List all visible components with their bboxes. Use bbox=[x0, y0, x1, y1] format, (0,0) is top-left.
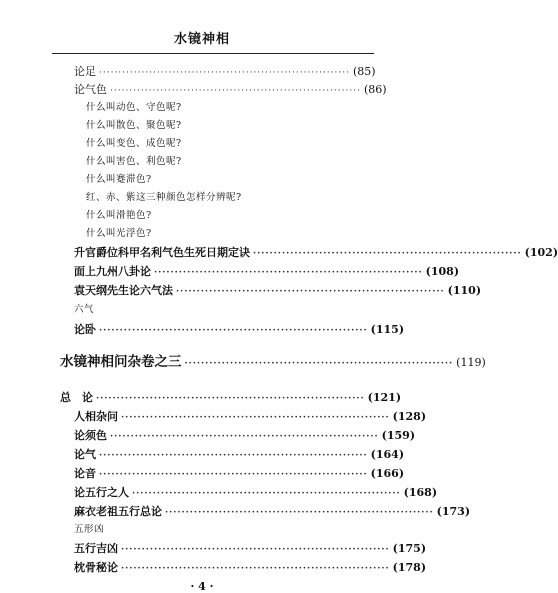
toc-entry-page: (166) bbox=[370, 467, 405, 480]
dot-leader: ································································· bbox=[154, 268, 423, 278]
dot-leader: ································································· bbox=[96, 394, 365, 404]
toc-entry bbox=[74, 542, 427, 555]
toc-entry-title: 论足 bbox=[74, 65, 96, 78]
dot-leader: ································································· bbox=[253, 249, 522, 259]
toc-subentry: 什么叫变色、成色呢? bbox=[86, 138, 182, 149]
toc-entry-title: 麻衣老祖五行总论 bbox=[74, 505, 162, 518]
toc-entry-title: 袁天纲先生论六气法 bbox=[74, 284, 173, 297]
toc-entry bbox=[74, 467, 405, 480]
toc-entry-title: 升官爵位科甲名利气色生死日期定诀 bbox=[74, 246, 250, 259]
toc-subentry: 六气 bbox=[74, 304, 95, 315]
toc-entry bbox=[74, 486, 438, 499]
toc-entry-title: 五行吉凶 bbox=[74, 542, 118, 555]
dot-leader: ································································· bbox=[110, 86, 361, 96]
toc-entry-page: (115) bbox=[370, 323, 405, 336]
dot-leader: ································································· bbox=[184, 359, 454, 369]
toc-entry-title: 论气色 bbox=[74, 83, 107, 96]
dot-leader: ································································· bbox=[121, 413, 390, 423]
toc-entry-page: (85) bbox=[352, 65, 376, 78]
toc-entry-title: 论音 bbox=[74, 467, 96, 480]
toc-entry-page: (121) bbox=[367, 391, 402, 404]
toc-entry bbox=[74, 429, 416, 442]
toc-subentry: 什么叫动色、守色呢? bbox=[86, 102, 182, 113]
toc-entry bbox=[60, 391, 402, 404]
toc-entry bbox=[74, 83, 387, 96]
dot-leader: ································································· bbox=[99, 470, 368, 480]
toc-entry-page: (178) bbox=[392, 561, 427, 574]
dot-leader: ································································· bbox=[99, 68, 350, 78]
dot-leader: ································································· bbox=[121, 564, 390, 574]
toc-entry-page: (159) bbox=[381, 429, 416, 442]
toc-section-title: 水镜神相问杂卷之三 bbox=[60, 354, 182, 370]
dot-leader: ································································· bbox=[176, 287, 445, 297]
toc-subentry: 什么叫光浮色? bbox=[86, 228, 152, 239]
toc-subentry: 五形凶 bbox=[74, 524, 105, 535]
toc-entry-page: (175) bbox=[392, 542, 427, 555]
toc-subentry: 红、赤、紫这三种颜色怎样分辨呢? bbox=[86, 192, 242, 203]
toc-entry bbox=[74, 448, 405, 461]
toc-section-heading bbox=[60, 354, 486, 370]
toc-entry-title: 人相杂问 bbox=[74, 410, 118, 423]
toc-entry bbox=[74, 246, 558, 259]
toc-entry-title: 论气 bbox=[74, 448, 96, 461]
dot-leader: ································································· bbox=[121, 545, 390, 555]
toc-entry-title: 总 论 bbox=[60, 391, 93, 404]
toc-entry-page: (128) bbox=[392, 410, 427, 423]
toc-entry-page: (102) bbox=[524, 246, 558, 259]
toc-entry-page: (119) bbox=[456, 356, 486, 369]
toc-entry-page: (86) bbox=[363, 83, 387, 96]
toc-entry-page: (110) bbox=[447, 284, 482, 297]
toc-subentry: 什么叫蹇滞色? bbox=[86, 174, 152, 185]
toc-entry bbox=[74, 505, 471, 518]
toc-entry-title: 面上九州八卦论 bbox=[74, 265, 151, 278]
toc-subentry: 什么叫散色、聚色呢? bbox=[86, 120, 182, 131]
toc-entry bbox=[74, 265, 460, 278]
toc-entry bbox=[74, 66, 374, 78]
toc-entry bbox=[74, 284, 482, 297]
dot-leader: ································································· bbox=[132, 489, 401, 499]
toc-entry bbox=[74, 561, 427, 574]
dot-leader: ································································· bbox=[99, 451, 368, 461]
toc-entry bbox=[74, 410, 427, 423]
toc-entry-title: 论须色 bbox=[74, 429, 107, 442]
toc-entry bbox=[74, 323, 405, 336]
toc-entry-page: (108) bbox=[425, 265, 460, 278]
toc-subentry: 什么叫害色、利色呢? bbox=[86, 156, 182, 167]
toc-entry-title: 枕骨秘论 bbox=[74, 561, 118, 574]
dot-leader: ································································· bbox=[165, 508, 434, 518]
toc-subentry: 什么叫滑艳色? bbox=[86, 210, 152, 221]
toc-entry-title: 论五行之人 bbox=[74, 486, 129, 499]
page-number: · 4 · bbox=[190, 580, 214, 593]
dot-leader: ································································· bbox=[110, 432, 379, 442]
dot-leader: ································································· bbox=[99, 326, 368, 336]
toc-entry-page: (173) bbox=[436, 505, 471, 518]
toc-entry-page: (164) bbox=[370, 448, 405, 461]
toc-entry-title: 论卧 bbox=[74, 323, 96, 336]
toc-entry-page: (168) bbox=[403, 486, 438, 499]
running-header: 水镜神相 bbox=[173, 32, 230, 47]
